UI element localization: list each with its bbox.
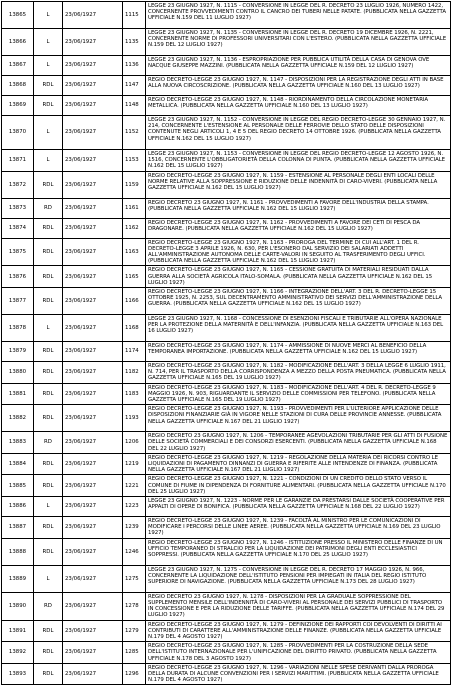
act-type: RDL [34,218,63,238]
act-description: LEGGE 23 GIUGNO 1927, N. 1135 - CONVERSIONE IN LEGGE DEL R. DECRETO 19 DICEMBRE 1926, N. 2221, CONCERNENTE NORME DI PROFESSORI UNIVERSITARI CON L'ESTERO. (PUBBLICATA NELLA GAZZETTA UFFICIALE N.159 DEL 12 LUGLIO 1927) [146,29,451,56]
act-date: 23/06/1927 [63,238,123,266]
act-date: 23/06/1927 [63,116,123,150]
table-row [2,475,451,497]
act-number: 1279 [123,620,146,642]
act-description: LEGGE 23 GIUGNO 1927, N. 1168 - CONCESSIONE DI ESENZIONI FISCALI E TRIBUTARIE ALL'OPERA NAZIONALE PER LA PROTEZIONE DELLA MATERNITÀ E DELL'INFANZIA. (PUBBLICATA NELLA GAZZETTA UFFICIALE N.163 DEL 16 LUGLIO 1927) [146,315,451,342]
act-number: 1182 [123,362,146,384]
act-description: REGIO DECRETO-LEGGE 23 GIUGNO 1927, N. 1182 - MODIFICAZIONE DELL'ART. 3 DELLA LEGGE 6 LUGLIO 1911, N. 714, PER IL TRASPORTO DELLA CORRISPONDENZA A MEZZO DELLA POSTA PNEUMATICA. (PUBBLICATA NELLA GAZZETTA UFFICIALE N.165 DEL 19 LUGLIO 1927) [146,362,451,384]
table-row [2,266,451,288]
act-number: 1285 [123,642,146,664]
act-number: 1135 [123,29,146,56]
act-date: 23/06/1927 [63,150,123,172]
record-number: 13883 [2,432,34,454]
act-date: 23/06/1927 [63,266,123,288]
act-description: LEGGE 23 GIUGNO 1927, N. 1223 - NORME PER LE GARANZIE DA PRESTARSI DALLE SOCIETÀ COOPERATIVE PER APPALTI DI OPERE DI BONIFICA. (PUBBLICATA NELLA GAZZETTA UFFICIALE N.168 DEL 22 LUGLIO 1927) [146,497,451,517]
act-type: RDL [34,342,63,362]
act-type: RD [34,592,63,620]
act-date: 23/06/1927 [63,362,123,384]
act-description: LEGGE 23 GIUGNO 1927, N. 1115 - CONVERSIONE IN LEGGE DEL R. DECRETO 23 LUGLIO 1926, NUMERO 1422, CONCERNENTE PROVVEDIMENTI CONTRO IL CANCRO DEI TUBERI NELLE PATATE. (PUBBLICATA NELLA GAZZETTA UFFICIALE N.159 DEL 11 LUGLIO 1927) [146,2,451,29]
act-type: RDL [34,96,63,116]
table-row [2,663,451,685]
table-row [2,565,451,592]
act-number: 1115 [123,2,146,29]
record-number: 13890 [2,592,34,620]
table-row [2,116,451,150]
act-type: RDL [34,362,63,384]
record-number: 13867 [2,56,34,76]
act-type: RDL [34,517,63,539]
record-number: 13879 [2,342,34,362]
act-number: 1239 [123,517,146,539]
table-row [2,538,451,565]
act-type: L [34,116,63,150]
record-number: 13888 [2,538,34,565]
act-date: 23/06/1927 [63,592,123,620]
table-row [2,432,451,454]
act-description: LEGGE 23 GIUGNO 1927, N. 1275 - CONVERSIONE IN LEGGE DEL R. DECRETO 17 MAGGIO 1926, N. 966, CONCERNENTE LA LIQUIDAZIONE DELL'ISTITUTO PENSIONI PER IMPIEGATI IN ITALIA DEL REGIO ISTITUTO SUPERIORE DI NAVIGAZIONE. (PUBBLICATA NELLA GAZZETTA UFFICIALE N.173 DEL 28 LUGLIO 1927) [146,565,451,592]
act-type: RDL [34,383,63,405]
record-number: 13869 [2,96,34,116]
act-number: 1147 [123,76,146,96]
act-description: REGIO DECRETO-LEGGE 23 GIUGNO 1927, N. 1279 - DEFINIZIONE DEI RAPPORTI COI DEVOLVENTI DI DIRITTI AI CONTRIBUTI DI CARATTERE ALL'AMMINISTRAZIONE DELLE FINANZE. (PUBBLICATA NELLA GAZZETTA UFFICIALE N.179 DEL 4 AGOSTO 1927) [146,620,451,642]
act-type: RDL [34,475,63,497]
act-description: REGIO DECRETO-LEGGE 23 GIUGNO 1927, N. 1166 - INTEGRAZIONE DELL'ART. 3 DEL R. DECRETO-LEGGE 15 OTTOBRE 1925, N. 2253, SUL DECENTRAMENTO AMMINISTRATIVO DEI SERVIZI DELL'AMMINISTRAZIONE DELLA GUERRA. (PUBBLICATA NELLA GAZZETTA UFFICIALE N.162 DEL 15 LUGLIO 1927) [146,288,451,315]
act-date: 23/06/1927 [63,2,123,29]
table-row [2,56,451,76]
record-number: 13892 [2,642,34,664]
act-description: REGIO DECRETO-LEGGE 23 GIUGNO 1927, N. 1162 - PROVVEDIMENTI A FAVORE DEI CETI DI PESCA DA DRAGONARE. (PUBBLICATA NELLA GAZZETTA UFFICIALE N.162 DEL 15 LUGLIO 1927) [146,218,451,238]
legislation-table [1,1,451,685]
act-date: 23/06/1927 [63,663,123,685]
act-type: RDL [34,266,63,288]
act-type: RDL [34,538,63,565]
act-date: 23/06/1927 [63,198,123,218]
act-date: 23/06/1927 [63,342,123,362]
act-type: L [34,56,63,76]
act-number: 1136 [123,56,146,76]
act-type: RD [34,198,63,218]
record-number: 13881 [2,383,34,405]
act-number: 1221 [123,475,146,497]
table-body [2,2,451,685]
act-description: REGIO DECRETO 23 GIUGNO 1927, N. 1206 - TEMPORANEE AGEVOLAZIONI TRIBUTARIE PER GLI ATTI DI FUSIONE DELLE SOCIETÀ COMMERCIALI E DEI CONSORZI ESERCENTI. (PUBBLICATA NELLA GAZZETTA UFFICIALE N.168 DEL 22 LUGLIO 1927) [146,432,451,454]
act-description: REGIO DECRETO-LEGGE 23 GIUGNO 1927, N. 1239 - FACOLTÀ AL MINISTRO PER LE COMUNICAZIONI DI MODIFICARE I PERCORSI DELLE LINEE AEREE. (PUBBLICATA NELLA GAZZETTA UFFICIALE N.169 DEL 23 LUGLIO 1927) [146,517,451,539]
act-date: 23/06/1927 [63,475,123,497]
act-number: 1165 [123,266,146,288]
act-type: L [34,315,63,342]
table-row [2,171,451,198]
record-number: 13876 [2,266,34,288]
table-row [2,405,451,432]
act-number: 1223 [123,497,146,517]
table-row [2,288,451,315]
act-number: 1163 [123,238,146,266]
table-row [2,198,451,218]
record-number: 13873 [2,198,34,218]
record-number: 13889 [2,565,34,592]
act-description: REGIO DECRETO-LEGGE 23 GIUGNO 1927, N. 1163 - PROROGA DEL TERMINE DI CUI ALL'ART. 1 DEL R. DECRETO-LEGGE 3 APRILE 1926, N. 630, PER L'ESONERO DAL SERVIZIO DEI SALARIATI ADDETTI ALL'AMMINISTRAZIONE AUTONOMA DELLE CARTE-VALORI IN SEGUITO AL TRASFERIMENTO DEGLI UFFICI. (PUBBLICATA NELLA GAZZETTA UFFICIALE N.162 DEL 15 LUGLIO 1927) [146,238,451,266]
act-date: 23/06/1927 [63,315,123,342]
record-number: 13884 [2,453,34,475]
act-description: LEGGE 23 GIUGNO 1927, N. 1152 - CONVERSIONE IN LEGGE DEL REGIO DECRETO-LEGGE 30 GENNAIO 1927, N. 214, CONCERNENTE L'ESTENSIONE AL PERSONALE DELLE FERROVIE DELLO STATO DELLE DISPOSIZIONI CONTENUTE NEGLI ARTICOLI 1, 4 E 5 DEL REGIO DECRETO 14 OTTOBRE 1926. (PUBBLICATA NELLA GAZZETTA UFFICIALE N.162 DEL 15 LUGLIO 1927) [146,116,451,150]
act-description: REGIO DECRETO-LEGGE 23 GIUGNO 1927, N. 1174 - AMMISSIONE DI NUOVE MERCI AL BENEFICIO DELLA TEMPORANEA IMPORTAZIONE. (PUBBLICATA NELLA GAZZETTA UFFICIALE N.162 DEL 15 LUGLIO 1927) [146,342,451,362]
act-number: 1183 [123,383,146,405]
table-row [2,620,451,642]
act-date: 23/06/1927 [63,383,123,405]
act-description: REGIO DECRETO-LEGGE 23 GIUGNO 1927, N. 1147 - DISPOSIZIONI PER LA REGISTRAZIONE DEGLI ATTI IN BASE ALLA NUOVA CIRCOSCRIZIONE. (PUBBLICATA NELLA GAZZETTA UFFICIALE N.160 DEL 13 LUGLIO 1927) [146,76,451,96]
act-date: 23/06/1927 [63,56,123,76]
act-number: 1162 [123,218,146,238]
record-number: 13882 [2,405,34,432]
act-date: 23/06/1927 [63,29,123,56]
record-number: 13870 [2,116,34,150]
act-number: 1152 [123,116,146,150]
act-number: 1166 [123,288,146,315]
act-description: LEGGE 23 GIUGNO 1927, N. 1136 - ESPROPRIAZIONE PER PUBBLICA UTILITÀ DELLA CASA DI GENOVA OVE NACQUE GIUSEPPE MAZZINI. (PUBBLICATA NELLA GAZZETTA UFFICIALE N.159 DEL 12 LUGLIO 1927) [146,56,451,76]
act-description: REGIO DECRETO-LEGGE 23 GIUGNO 1927, N. 1219 - REGOLAZIONE DELLA MATERIA DEI RICORSI CONTRO LE LIQUIDAZIONI DI PAGAMENTO DINNANZI DI GUERRA E RIFERITE ALLE INTENDENZE DI FINANZA. (PUBBLICATA NELLA GAZZETTA UFFICIALE N.167 DEL 21 LUGLIO 1927) [146,453,451,475]
act-type: RDL [34,288,63,315]
act-type: RDL [34,663,63,685]
act-type: RDL [34,453,63,475]
act-description: REGIO DECRETO-LEGGE 23 GIUGNO 1927, N. 1148 - RIORDINAMENTO DELLA CIRCOLAZIONE MONETARIA METALLICA. (PUBBLICATA NELLA GAZZETTA UFFICIALE N.160 DEL 13 LUGLIO 1927) [146,96,451,116]
act-number: 1278 [123,592,146,620]
act-type: RDL [34,620,63,642]
table-row [2,238,451,266]
act-date: 23/06/1927 [63,497,123,517]
table-row [2,383,451,405]
table-row [2,642,451,664]
act-type: L [34,29,63,56]
table-row [2,96,451,116]
record-number: 13875 [2,238,34,266]
act-date: 23/06/1927 [63,453,123,475]
act-date: 23/06/1927 [63,517,123,539]
act-description: REGIO DECRETO-LEGGE 23 GIUGNO 1927, N. 1221 - CONDIZIONI DI UN CREDITO DELLO STATO VERSO IL COMUNE DI FIUME IN DIPENDENZA DI FORNITURE ALIMENTARI. (PUBBLICATA NELLA GAZZETTA UFFICIALE N.170 DEL 25 LUGLIO 1927) [146,475,451,497]
table-row [2,315,451,342]
act-date: 23/06/1927 [63,565,123,592]
act-description: REGIO DECRETO-LEGGE 23 GIUGNO 1927, N. 1193 - PROVVEDIMENTI PER L'ULTERIORE APPLICAZIONE DELLE DISPOSIZIONI FINANZIARIE GIÀ IN VIGORE NELLE STAZIONI DI CURA DELLE PROVINCIE ANNESSE. (PUBBLICATA NELLA GAZZETTA UFFICIALE N.167 DEL 21 LUGLIO 1927) [146,405,451,432]
act-number: 1296 [123,663,146,685]
act-type: RDL [34,405,63,432]
act-number: 1246 [123,538,146,565]
act-type: RDL [34,642,63,664]
act-description: REGIO DECRETO-LEGGE 23 GIUGNO 1927, N. 1296 - VARIAZIONI NELLE SPESE DERIVANTI DALLA PROROGA DELLA DURATA DI ALCUNE CONVENZIONI PER I SERVIZI MARITTIMI. (PUBBLICATA NELLA GAZZETTA UFFICIALE N.179 DEL 4 AGOSTO 1927) [146,663,451,685]
act-type: L [34,565,63,592]
record-number: 13866 [2,29,34,56]
act-date: 23/06/1927 [63,620,123,642]
record-number: 13886 [2,497,34,517]
record-number: 13887 [2,517,34,539]
act-number: 1161 [123,198,146,218]
act-number: 1153 [123,150,146,172]
act-description: REGIO DECRETO-LEGGE 23 GIUGNO 1927, N. 1159 - ESTENSIONE AL PERSONALE DEGLI ENTI LOCALI DELLE NORME RELATIVE ALLA SOPPRESSIONE E RIDUZIONE DELLE INDENNITÀ DI CARO-VIVERI. (PUBBLICATA NELLA GAZZETTA UFFICIALE N.162 DEL 15 LUGLIO 1927) [146,171,451,198]
act-date: 23/06/1927 [63,171,123,198]
act-description: REGIO DECRETO 23 GIUGNO 1927, N. 1278 - DISPOSIZIONI PER LA GRADUALE SOPPRESSIONE DEL SUPPLEMENTO MENSILE DELL'INDENNITÀ DI CARO-VIVERI AL PERSONALE DEI SERVIZI PUBBLICI DI TRASPORTO IN CONCESSIONE E PER LA RIDUZIONE DELLE TARIFFE. (PUBBLICATA NELLA GAZZETTA UFFICIALE N.174 DEL 29 LUGLIO 1927) [146,592,451,620]
table-row [2,2,451,29]
table-row [2,76,451,96]
document-page [0,1,452,684]
act-date: 23/06/1927 [63,288,123,315]
act-date: 23/06/1927 [63,538,123,565]
record-number: 13878 [2,315,34,342]
act-date: 23/06/1927 [63,642,123,664]
act-type: RDL [34,238,63,266]
record-number: 13865 [2,2,34,29]
act-date: 23/06/1927 [63,76,123,96]
table-row [2,342,451,362]
act-type: L [34,497,63,517]
table-row [2,517,451,539]
act-date: 23/06/1927 [63,432,123,454]
act-description: REGIO DECRETO-LEGGE 23 GIUGNO 1927, N. 1165 - CESSIONE GRATUITA DI MATERIALI RESIDUATI DALLA GUERRA ALLA SOCIETÀ AGRICOLA ITALO-SOMALA. (PUBBLICATA NELLA GAZZETTA UFFICIALE N.162 DEL 15 LUGLIO 1927) [146,266,451,288]
act-description: LEGGE 23 GIUGNO 1927, N. 1153 - CONVERSIONE IN LEGGE DEL REGIO DECRETO-LEGGE 12 AGOSTO 1926, N. 1516, CONCERNENTE L'OBBLIGATORIETÀ DELLA COLONNA DI PUNTA. (PUBBLICATA NELLA GAZZETTA UFFICIALE N.162 DEL 15 LUGLIO 1927) [146,150,451,172]
record-number: 13891 [2,620,34,642]
table-row [2,453,451,475]
record-number: 13871 [2,150,34,172]
record-number: 13874 [2,218,34,238]
act-number: 1159 [123,171,146,198]
table-row [2,592,451,620]
act-date: 23/06/1927 [63,218,123,238]
act-description: REGIO DECRETO-LEGGE 23 GIUGNO 1927, N. 1285 - PROVVEDIMENTI PER LA COSTRUZIONE DELLA SEDE DELL'ISTITUTO INTERNAZIONALE PER L'UNIFICAZIONE DEL DIRITTO PRIVATO. (PUBBLICATA NELLA GAZZETTA UFFICIALE N.178 DEL 3 AGOSTO 1927) [146,642,451,664]
record-number: 13877 [2,288,34,315]
act-date: 23/06/1927 [63,405,123,432]
act-number: 1193 [123,405,146,432]
act-type: L [34,150,63,172]
record-number: 13868 [2,76,34,96]
act-number: 1219 [123,453,146,475]
act-type: RD [34,432,63,454]
act-description: REGIO DECRETO-LEGGE 23 GIUGNO 1927, N. 1246 - ISTITUZIONE PRESSO IL MINISTERO DELLE FINANZE DI UN UFFICIO TEMPORANEO DI STRALCIO PER LA LIQUIDAZIONE DEI PATRIMONI DEGLI ENTI ECCLESIASTICI SOPPRESSI. (PUBBLICATA NELLA GAZZETTA UFFICIALE N.170 DEL 25 LUGLIO 1927) [146,538,451,565]
act-type: L [34,2,63,29]
act-number: 1206 [123,432,146,454]
record-number: 13880 [2,362,34,384]
record-number: 13885 [2,475,34,497]
act-type: RDL [34,76,63,96]
record-number: 13872 [2,171,34,198]
act-number: 1168 [123,315,146,342]
table-row [2,362,451,384]
act-number: 1148 [123,96,146,116]
act-type: RDL [34,171,63,198]
act-description: REGIO DECRETO 23 GIUGNO 1927, N. 1161 - PROVVEDIMENTI A FAVORE DELL'INDUSTRIA DELLA STAMPA. (PUBBLICATA NELLA GAZZETTA UFFICIALE N.162 DEL 15 LUGLIO 1927) [146,198,451,218]
table-row [2,497,451,517]
act-number: 1275 [123,565,146,592]
act-description: REGIO DECRETO-LEGGE 23 GIUGNO 1927, N. 1183 - MODIFICAZIONE DELL'ART. 4 DEL R. DECRETO-LEGGE 9 MAGGIO 1926, N. 903, RIGUARDANTE IL SERVIZIO DELLE COMMISSIONI PER TELEFONO. (PUBBLICATA NELLA GAZZETTA UFFICIALE N.165 DEL 19 LUGLIO 1927) [146,383,451,405]
table-row [2,218,451,238]
record-number: 13893 [2,663,34,685]
act-number: 1174 [123,342,146,362]
table-row [2,29,451,56]
act-date: 23/06/1927 [63,96,123,116]
table-row [2,150,451,172]
